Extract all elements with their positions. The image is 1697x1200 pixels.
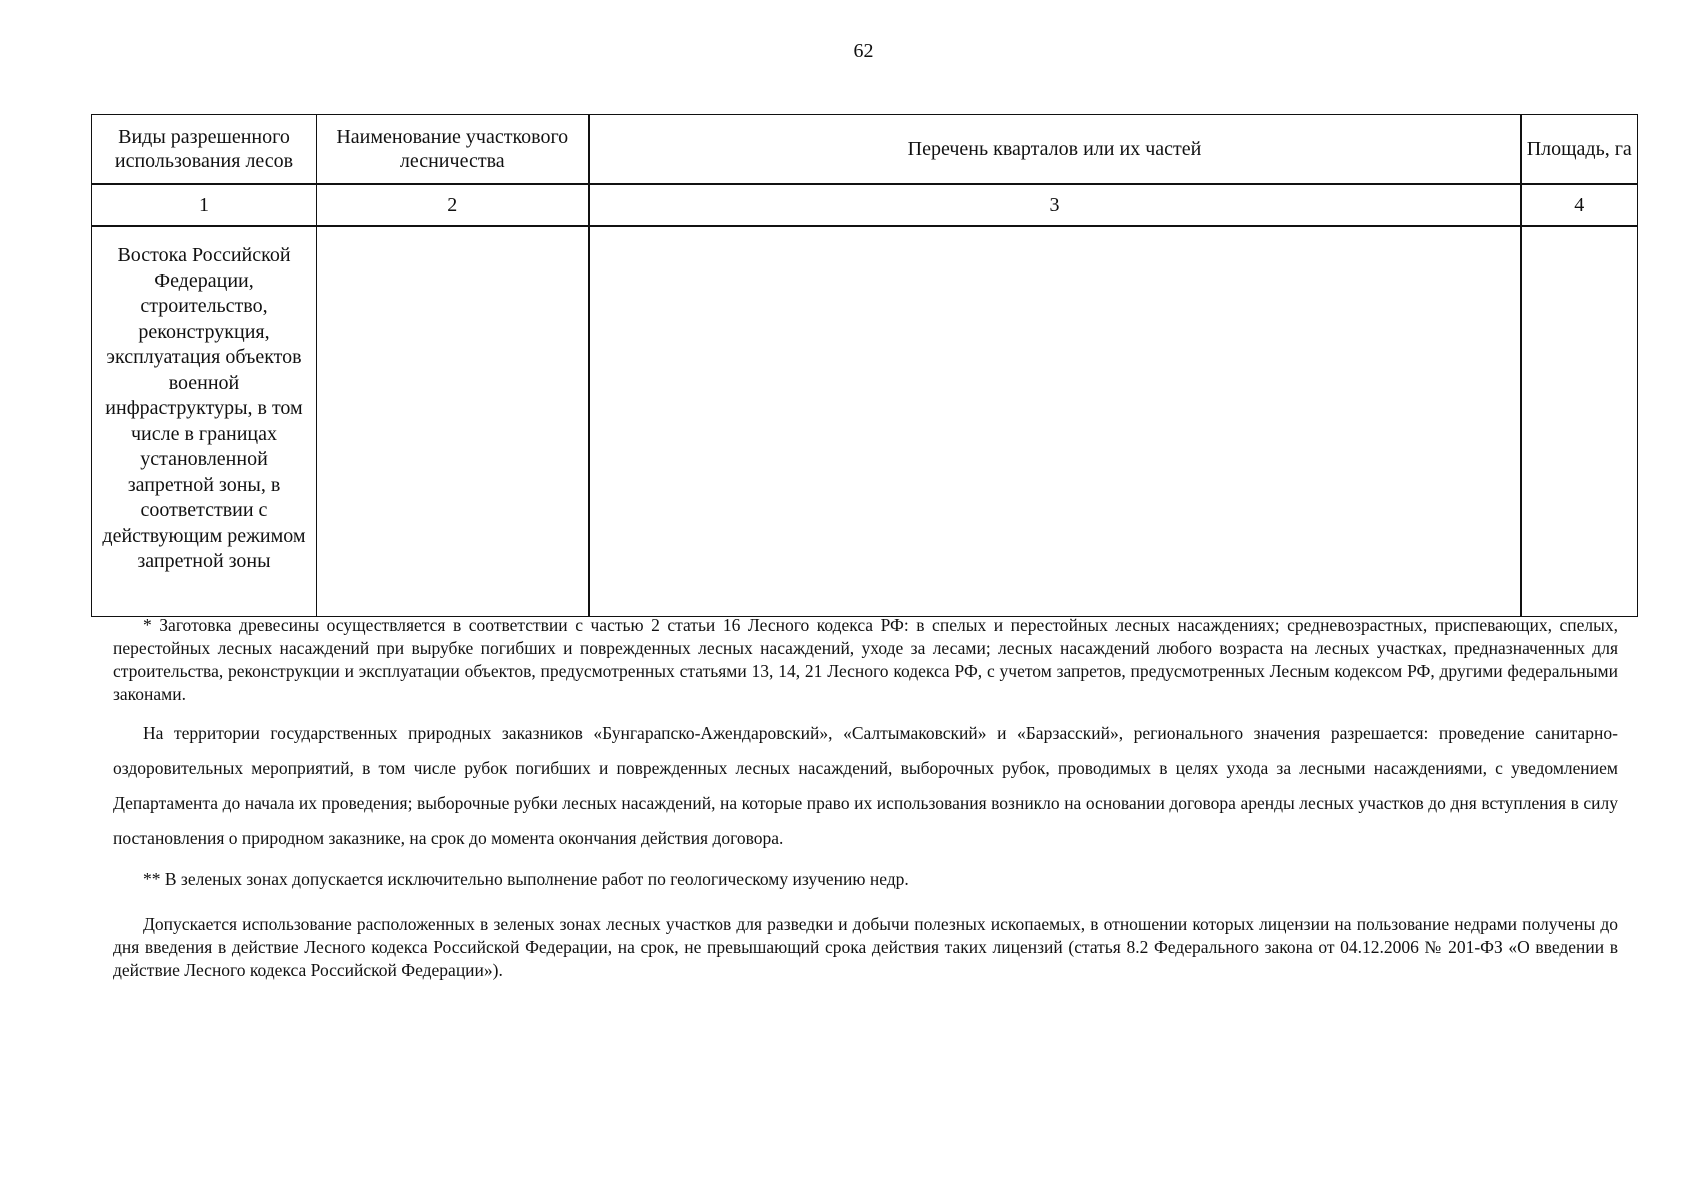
table-header-row: [92, 115, 1638, 185]
cell-area: [1521, 226, 1638, 617]
header-forestry-name: Наименование участкового лесничества: [317, 115, 589, 185]
page-number: 62: [853, 40, 874, 62]
table-row: [92, 226, 1638, 617]
note-nature-reserves: На территории государственных природных заказников «Бунгарапско-Ажендаровский», «Салтымаковский» и «Барзасский», регионального значения разрешается: проведение санитарно-оздоровительных мероприятий, в том числе рубок погибших и поврежденных лесных насаждений, выборочных рубок, проводимых в целях ухода за лесными насаждениями, с уведомлением Департамента до начала их проведения; выборочные рубки лесных насаждений, на которые право их использования возникло на основании договора аренды лесных участков до дня вступления в силу постановления о природном заказнике, на срок до момента окончания действия договора.: [113, 723, 1618, 848]
header-area: Площадь, га: [1521, 115, 1638, 185]
header-use-types: Виды разрешенного использования лесов: [92, 115, 317, 185]
note-mineral-licenses: Допускается использование расположенных в зеленых зонах лесных участков для разведки и добычи полезных ископаемых, в отношении которых лицензии на пользование недрами получены до дня введения в действие Лесного кодекса Российской Федерации, на срок, не превышающий срока действия таких лицензий (статья 8.2 Федерального закона от 04.12.2006 № 201-ФЗ «О введении в действие Лесного кодекса Российской Федерации»).: [113, 914, 1618, 980]
column-number: 2: [317, 184, 589, 226]
header-quarters-list: Перечень кварталов или их частей: [589, 115, 1521, 185]
column-number-row: [92, 184, 1638, 226]
column-number: 1: [92, 184, 317, 226]
footnote-green-zones: ** В зеленых зонах допускается исключительно выполнение работ по геологическому изучению недр.: [143, 869, 909, 889]
forest-use-table: [91, 114, 1638, 617]
cell-quarters: [589, 226, 1521, 617]
cell-use-type: Востока Российской Федерации, строительство, реконструкция, эксплуатация объектов военной инфраструктуры, в том числе в границах установленной запретной зоны, в соответствии с действующим режимом запретной зоны: [92, 226, 317, 617]
footnote-timber-harvest: * Заготовка древесины осуществляется в соответствии с частью 2 статьи 16 Лесного кодекса РФ: в спелых и перестойных лесных насаждениях; средневозрастных, приспевающих, спелых, перестойных лесных насаждений при вырубке погибших и поврежденных лесных насаждений, уходе за лесами; лесных насаждений любого возраста на лесных участках, предназначенных для строительства, реконструкции и эксплуатации объектов, предусмотренных статьями 13, 14, 21 Лесного кодекса РФ, с учетом запретов, предусмотренных Лесным кодексом РФ, другими федеральными законами.: [113, 615, 1618, 704]
footnotes: [113, 614, 1618, 982]
column-number: 4: [1521, 184, 1638, 226]
cell-forestry: [317, 226, 589, 617]
column-number: 3: [589, 184, 1521, 226]
